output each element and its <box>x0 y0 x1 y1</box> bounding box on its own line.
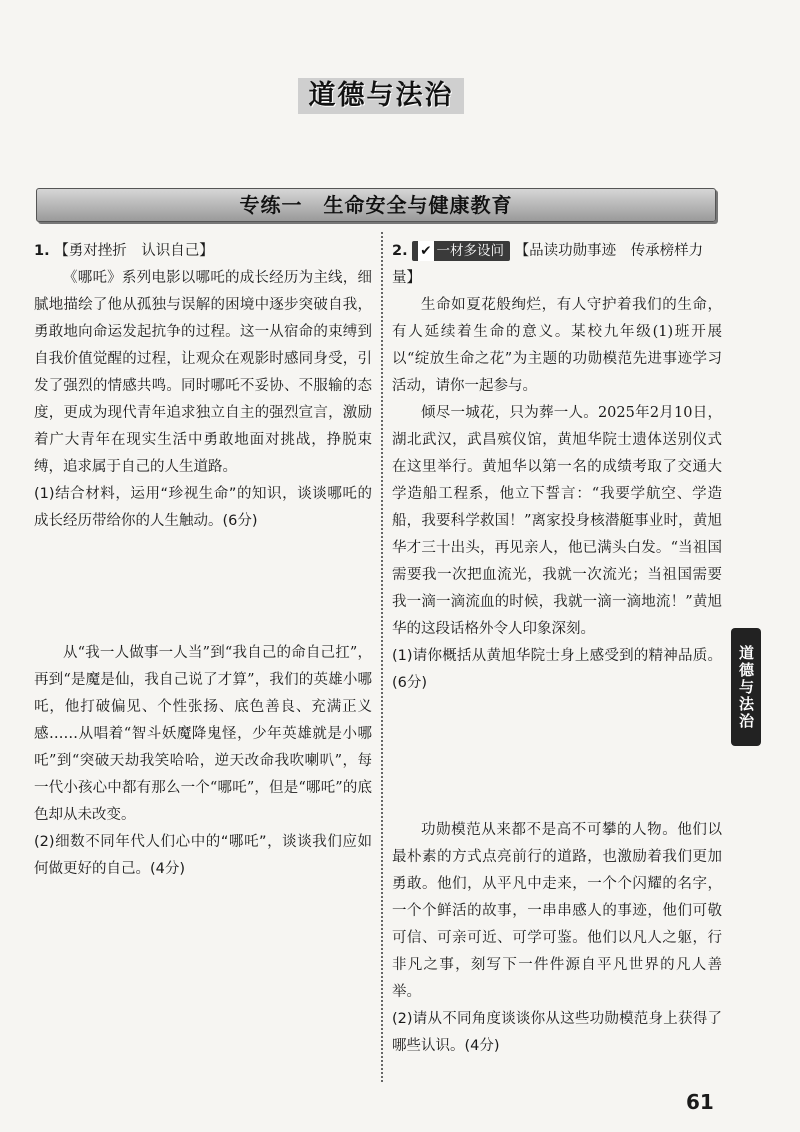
page-number: 61 <box>686 1090 714 1114</box>
question-2-header <box>392 238 722 292</box>
question-1-passage-1: 《哪吒》系列电影以哪吒的成长经历为主线，细腻地描绘了他从孤独与误解的困境中逐步突破自我，勇敢地向命运发起抗争的过程。这一从宿命的束缚到自我价值觉醒的过程，让观众在观影时感同身受，引发了强烈的情感共鸣。同时哪吒不妥协、不服输的态度，更成为现代青年追求独立自主的强烈宣言，激励着广大青年在现实生活中勇敢地面对挑战，挣脱束缚，追求属于自己的人生道路。 <box>34 270 372 475</box>
question-number: 2. <box>392 243 408 259</box>
question-topic-tag: 【勇对挫折 认识自己】 <box>54 243 214 259</box>
question-1-passage-2: 从“我一人做事一人当”到“我自己的命自己扛”，再到“是魔是仙，我自己说了才算”，我们的英雄小哪吒，他打破偏见、个性张扬、底色善良、充满正义感……从唱着“智斗妖魔降鬼怪，少年英雄就是小哪吒”到“突破天劫我笑哈哈，逆天改命我吹喇叭”，每一代小孩心中都有那么一个“哪吒”，但是“哪吒”的底色却从未改变。 <box>34 645 372 823</box>
subject-side-tab: 道德与法治 <box>731 628 761 746</box>
question-topic-tag: 【品读功勋事迹 传承榜样力量】 <box>392 243 704 286</box>
question-1-header <box>34 238 372 265</box>
section-title: 专练一 生命安全与健康教育 <box>239 193 513 217</box>
question-1 <box>34 238 372 883</box>
answer-space <box>34 535 372 640</box>
multi-question-badge <box>412 241 510 261</box>
question-2-passage-2: 功勋模范从来都不是高不可攀的人物。他们以最朴素的方式点亮前行的道路，也激励着我们更加勇敢。他们，从平凡中走来，一个个闪耀的名字，一个个鲜活的故事，一串串感人的事迹，他们可敬可信、可亲可近、可学可鉴。他们以凡人之躯，行非凡之事，刻写下一件件源自平凡世界的凡人善举。 <box>392 822 722 1000</box>
page-title: 道德与法治 <box>298 78 464 114</box>
column-divider <box>381 232 383 1082</box>
question-2-passage-1: 倾尽一城花，只为葬一人。2025年2月10日，湖北武汉，武昌殡仪馆，黄旭华院士遗体送别仪式在这里举行。黄旭华以第一名的成绩考取了交通大学造船工程系，他立下誓言：“我要学航空、学造船，我要科学救国！”离家投身核潜艇事业时，黄旭华才三十出头，再见亲人，他已满头白发。“当祖国需要我一次把血流光，我就一次流光；当祖国需要我一滴一滴流血的时候，我就一滴一滴地流！”黄旭华的这段话格外令人印象深刻。 <box>392 405 722 637</box>
question-number: 1. <box>34 243 50 259</box>
badge-label: 一材多设问 <box>436 243 505 259</box>
question-2-task-2: (2)请从不同角度谈谈你从这些功勋模范身上获得了哪些认识。(4分) <box>392 1011 722 1054</box>
check-icon: ✔ <box>420 243 432 259</box>
question-2 <box>392 238 722 1060</box>
section-banner <box>36 188 716 222</box>
answer-space <box>392 697 722 817</box>
question-1-task-2: (2)细数不同年代人们心中的“哪吒”，谈谈我们应如何做更好的自己。(4分) <box>34 834 372 877</box>
question-2-task-1: (1)请你概括从黄旭华院士身上感受到的精神品质。(6分) <box>392 648 722 691</box>
question-2-intro: 生命如夏花般绚烂，有人守护着我们的生命，有人延续着生命的意义。某校九年级(1)班开展以“绽放生命之花”为主题的功勋模范先进事迹学习活动，请你一起参与。 <box>392 297 722 394</box>
question-1-task-1: (1)结合材料，运用“珍视生命”的知识，谈谈哪吒的成长经历带给你的人生触动。(6分) <box>34 486 372 529</box>
